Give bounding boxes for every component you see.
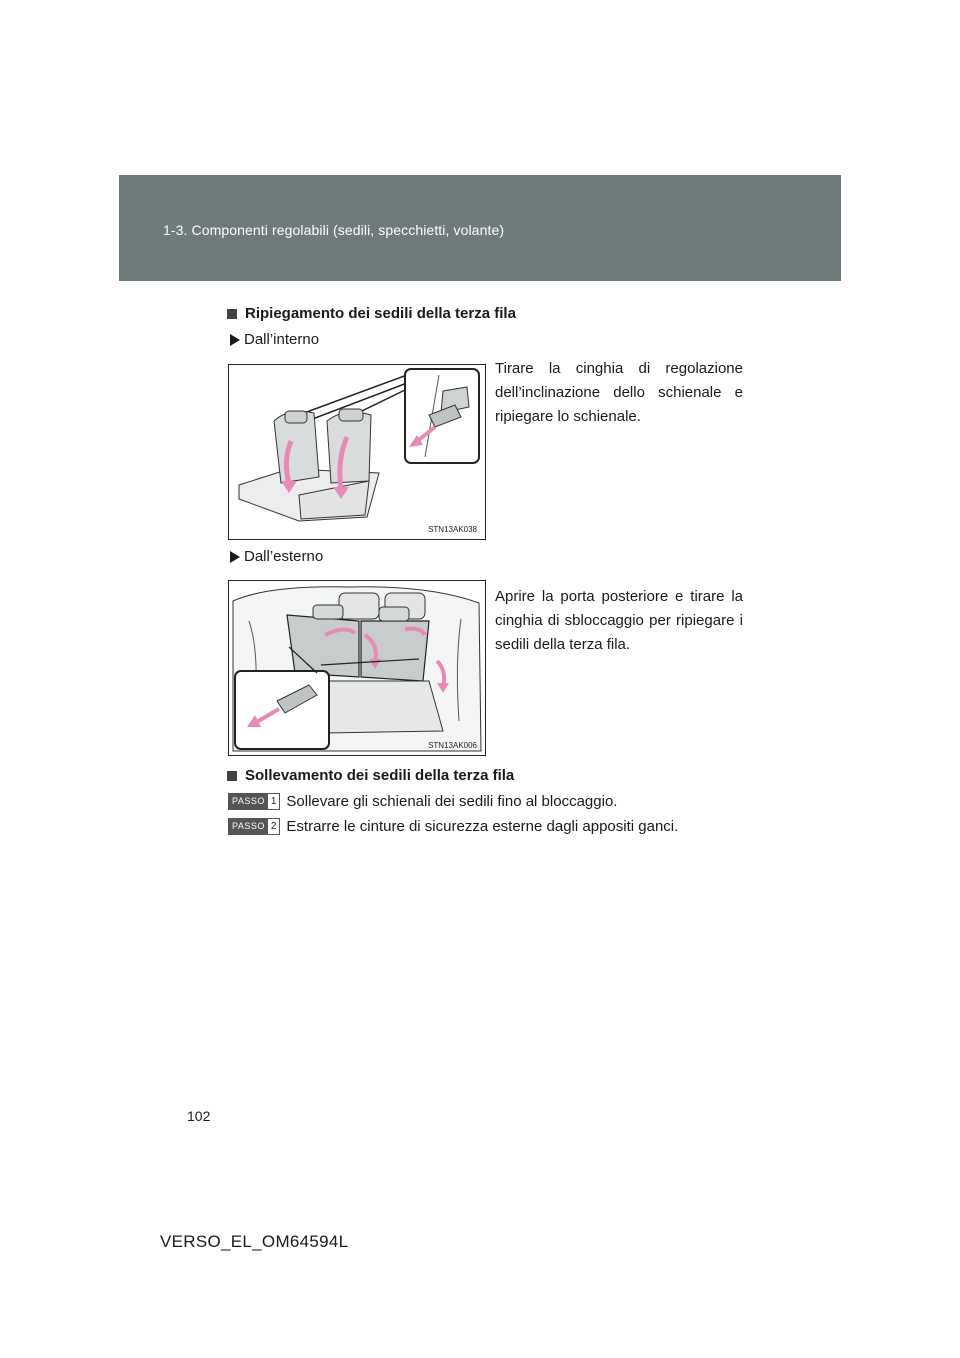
text-inside (495, 357, 743, 429)
step-word: PASSO (229, 819, 268, 834)
page-number: 102 (187, 1108, 211, 1124)
step-1-text: Sollevare gli schienali dei sedili fino al bloccaggio. (286, 793, 618, 810)
subheading-inside (230, 331, 319, 348)
text-outside (495, 585, 743, 657)
section-header (119, 175, 841, 281)
step-2-text: Estrarre le cinture di sicurezza esterne dagli appositi ganci. (286, 818, 679, 835)
subheading-inside-text: Dall’interno (244, 331, 320, 348)
heading-raise-text: Sollevamento dei sedili della terza fila (245, 767, 515, 784)
figure-outside (228, 580, 486, 756)
triangle-right-icon (230, 551, 240, 563)
step-badge-2 (228, 818, 280, 835)
text-outside-body: Aprire la porta posteriore e tirare la cinghia di sbloccaggio per ripiegare i sedili della terza fila. (495, 588, 743, 653)
text-inside-body: Tirare la cinghia di regolazione dell’inclinazione dello schienale e ripiegare lo schienale. (495, 360, 743, 425)
document-code: VERSO_EL_OM64594L (160, 1232, 349, 1251)
step-number: 2 (268, 819, 280, 834)
step-badge-1 (228, 793, 280, 810)
figure-inside (228, 364, 486, 540)
step-word: PASSO (229, 794, 268, 809)
seat-fold-inside-illustration (229, 365, 485, 539)
subheading-outside (230, 548, 323, 565)
step-1 (228, 793, 617, 810)
section-title: 1-3. Componenti regolabili (sedili, specchietti, volante) (163, 222, 505, 238)
step-number: 1 (268, 794, 280, 809)
figure-outside-code: STN13AK006 (428, 741, 477, 750)
heading-fold (227, 305, 516, 322)
seat-fold-outside-illustration (229, 581, 485, 755)
figure-inside-code: STN13AK038 (428, 525, 477, 534)
step-2 (228, 818, 678, 835)
bullet-square-icon (227, 309, 237, 319)
heading-fold-text: Ripiegamento dei sedili della terza fila (245, 305, 516, 322)
heading-raise (227, 767, 514, 784)
subheading-outside-text: Dall’esterno (244, 548, 324, 565)
bullet-square-icon (227, 771, 237, 781)
triangle-right-icon (230, 334, 240, 346)
